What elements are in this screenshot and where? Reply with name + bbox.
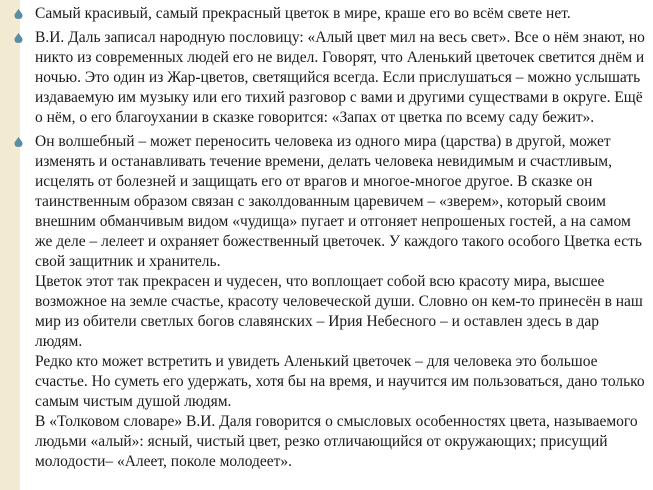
bullet-text: Редко кто может встретить и увидеть Аленький цветочек – для человека это большое счастье. Но суметь его удержать, хотя бы на время, и научится им пользоваться, дано только самым чистым душой людям. <box>35 353 645 410</box>
bullet-text: Цветок этот так прекрасен и чудесен, что воплощает собой всю красоту мира, высшее возможное на земле счастье, красоту человеческой души. Словно он кем-то принесён в наш мир из обители светлых богов славянских – Ирия Небесного – и оставлен здесь в дар людям. <box>35 273 643 350</box>
bullet-item <box>12 132 648 472</box>
bullet-text: Самый красивый, самый прекрасный цветок в мире, краше его во всём свете нет. <box>35 5 571 22</box>
bullet-drop-icon <box>14 137 23 147</box>
bullet-drop-icon <box>14 33 23 43</box>
bullet-item <box>12 28 648 128</box>
bullet-text: Он волшебный – может переносить человека из одного мира (царства) в другой, может изменять и останавливать течение времени, делать человека невидимым и счастливым, исцелять от болезней и защищать его от врагов и многое-многое другое. В сказке он таинственным образом связан с заколдованным царевичем – «зверем», который своим внешним обманчивым видом «чудища» пугает и отгоняет непрошеных гостей, а на самом же деле – лелеет и охраняет божественный цветочек. У каждого такого особого Цветка есть свой защитник и хранитель. <box>35 133 643 270</box>
bullet-text: В «Толковом словаре» В.И. Даля говорится о смысловых особенностях цвета, называемого людьми «алый»: ясный, чистый цвет, резко отличающийся от окружающих; присущий молодости– «Алеет, поколе молодеет». <box>35 413 638 470</box>
slide-text-content <box>12 4 648 476</box>
bullet-text: В.И. Даль записал народную пословицу: «Алый цвет мил на весь свет». Все о нём знают, но никто из современных людей его не видел. Говорят, что Аленький цветочек светится днём и ночью. Это один из Жар-цветов, светящийся всегда. Если прислушаться – можно услышать издаваемую им музыку или его тихий разговор с вами и другими существами в округе. Ещё о нём, о его благоухании в сказке говорится: «Запах от цветка по всему саду бежит». <box>35 29 645 126</box>
bullet-drop-icon <box>14 9 23 19</box>
bullet-item <box>12 4 648 24</box>
